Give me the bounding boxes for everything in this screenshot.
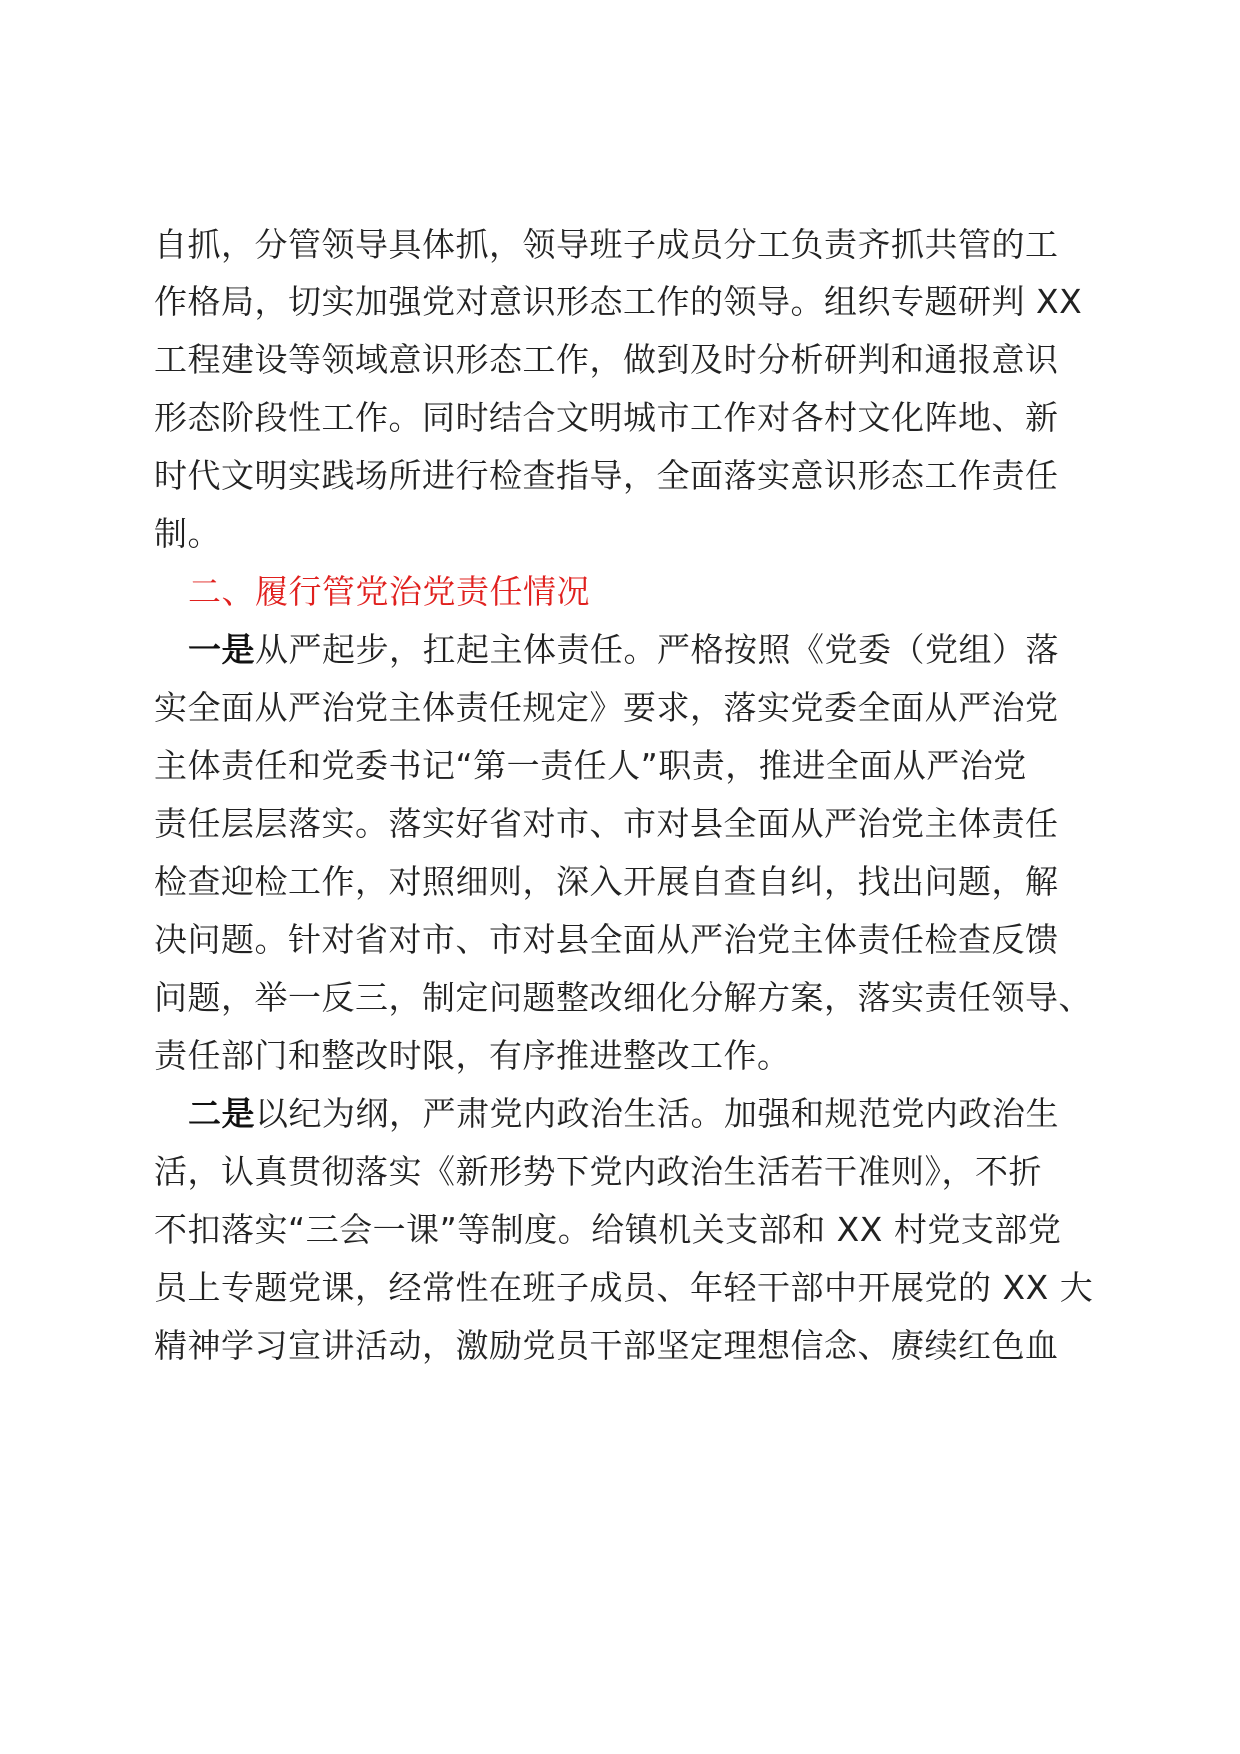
paragraph-first-line [188, 620, 1128, 680]
text-line: 检查迎检工作，对照细则，深入开展自查自纠，找出问题，解 [154, 862, 1059, 901]
text-line: 员上专题党课，经常性在班子成员、年轻干部中开展党的 XX 大 [154, 1268, 1094, 1307]
text-line: 制。 [154, 514, 221, 553]
text-line: 时代文明实践场所进行检查指导，全面落实意识形态工作责任 [154, 456, 1059, 495]
paragraph-lead: 一是 [188, 630, 255, 669]
text-line: 主体责任和党委书记“第一责任人”职责，推进全面从严治党 [154, 746, 1027, 785]
paragraph-text: 从严起步，扛起主体责任。严格按照《党委（党组）落 [255, 630, 1059, 669]
text-line: 自抓，分管领导具体抓，领导班子成员分工负责齐抓共管的工 [154, 225, 1059, 264]
text-line: 工程建设等领域意识形态工作，做到及时分析研判和通报意识 [154, 340, 1059, 379]
text-line: 活，认真贯彻落实《新形势下党内政治生活若干准则》，不折 [154, 1152, 1042, 1191]
text-line: 不扣落实“三会一课”等制度。给镇机关支部和 XX 村党支部党 [154, 1210, 1062, 1249]
paragraph-first-line [188, 1084, 1128, 1144]
text-line: 责任部门和整改时限，有序推进整改工作。 [154, 1036, 791, 1075]
text-line: 实全面从严治党主体责任规定》要求，落实党委全面从严治党 [154, 688, 1059, 727]
text-line: 精神学习宣讲活动，激励党员干部坚定理想信念、赓续红色血 [154, 1326, 1059, 1365]
text-line: 问题，举一反三，制定问题整改细化分解方案，落实责任领导、 [154, 978, 1092, 1017]
text-line: 责任层层落实。落实好省对市、市对县全面从严治党主体责任 [154, 804, 1059, 843]
paragraph-lead: 二是 [188, 1094, 255, 1133]
text-line: 决问题。针对省对市、市对县全面从严治党主体责任检查反馈 [154, 920, 1059, 959]
text-line: 作格局，切实加强党对意识形态工作的领导。组织专题研判 XX [154, 282, 1083, 321]
text-line: 形态阶段性工作。同时结合文明城市工作对各村文化阵地、新 [154, 398, 1059, 437]
paragraph-text: 以纪为纲，严肃党内政治生活。加强和规范党内政治生 [255, 1094, 1059, 1133]
section-heading: 二、履行管党治党责任情况 [188, 572, 590, 611]
